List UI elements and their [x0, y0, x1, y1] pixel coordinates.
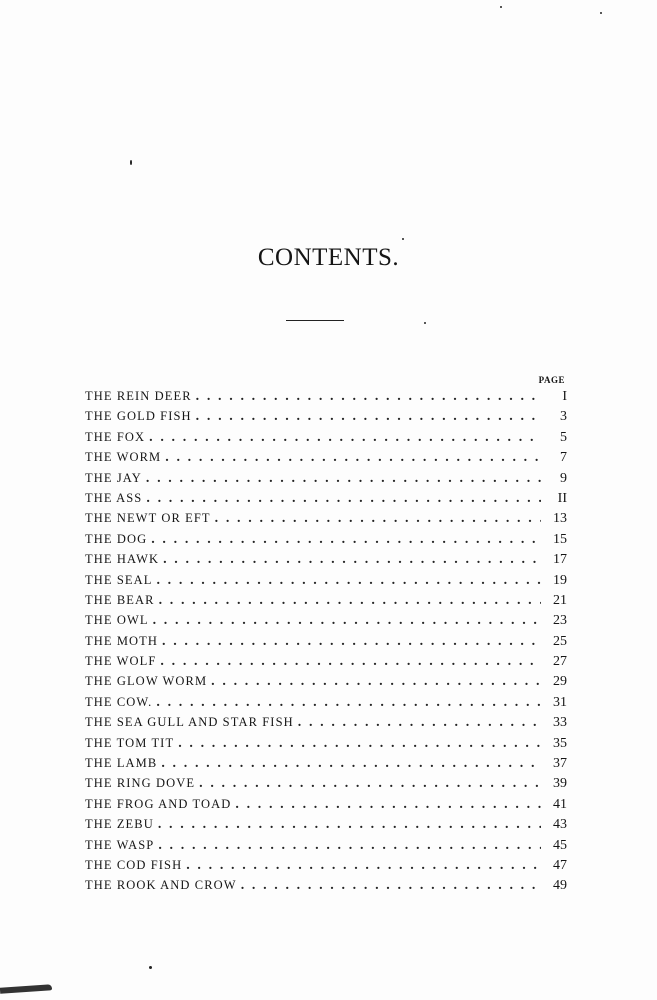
- toc-entry: [85, 692, 567, 712]
- toc-entry-title: THE GLOW WORM: [85, 674, 208, 689]
- toc-entry-title: THE WORM: [85, 450, 162, 465]
- toc-entry-title: THE ASS: [85, 490, 143, 505]
- dot-leader: [186, 856, 541, 876]
- toc-entry-page: 25: [553, 633, 567, 649]
- dot-leader: [165, 448, 541, 468]
- scan-speck: [600, 12, 602, 14]
- toc-entry-page: I: [562, 389, 567, 404]
- toc-entry: [85, 855, 567, 875]
- dot-leader: [215, 509, 541, 529]
- toc-entry: [85, 590, 567, 610]
- scan-speck: [424, 322, 426, 324]
- toc-entry-title: THE HAWK: [85, 552, 160, 567]
- dot-leader: [159, 591, 541, 611]
- toc-entry: [85, 406, 567, 426]
- toc-entry-title: THE COD FISH: [85, 857, 183, 872]
- dot-leader: [158, 815, 541, 835]
- dot-leader: [163, 550, 541, 570]
- toc-entry: [85, 651, 567, 671]
- dot-leader: [196, 407, 541, 427]
- scan-speck: [149, 966, 152, 969]
- toc-entry: [85, 712, 567, 732]
- toc-entry-title: THE RING DOVE: [85, 776, 196, 791]
- toc-entry: [85, 753, 567, 773]
- toc-entry-title: THE MOTH: [85, 633, 159, 648]
- toc-entry-page: 27: [553, 654, 567, 670]
- toc-entry: [85, 671, 567, 691]
- dot-leader: [211, 672, 541, 692]
- toc-entry-page: 31: [553, 694, 567, 710]
- toc-entry: [85, 549, 567, 569]
- toc-entry: [85, 875, 567, 895]
- toc-entry-page: 21: [553, 592, 567, 608]
- dot-leader: [146, 489, 541, 509]
- toc-entry-page: 19: [553, 572, 567, 588]
- dot-leader: [241, 876, 541, 896]
- toc-entry: [85, 468, 567, 488]
- toc-entry: [85, 447, 567, 467]
- dot-leader: [162, 632, 541, 652]
- toc-entry-title: THE SEA GULL AND STAR FISH: [85, 715, 294, 730]
- toc-entry-page: 47: [553, 857, 567, 873]
- dot-leader: [178, 734, 541, 754]
- toc-entry-page: 49: [553, 878, 567, 894]
- toc-entry-page: 35: [553, 735, 567, 751]
- toc-entry-title: THE SEAL: [85, 572, 153, 587]
- toc-entry: [85, 570, 567, 590]
- toc-entry-page: 43: [553, 817, 567, 833]
- toc-entry: [85, 427, 567, 447]
- dot-leader: [153, 611, 541, 631]
- title-rule: [286, 320, 344, 321]
- dot-leader: [160, 652, 541, 672]
- dot-leader: [298, 713, 541, 733]
- toc-entry-title: THE BEAR: [85, 592, 155, 607]
- toc-entry: [85, 488, 567, 508]
- toc-entry-title: THE FOX: [85, 429, 146, 444]
- dot-leader: [199, 774, 541, 794]
- dot-leader: [158, 836, 541, 856]
- toc-entry-page: 15: [553, 531, 567, 547]
- toc-entry-page: 41: [553, 796, 567, 812]
- page-title: CONTENTS.: [257, 244, 400, 271]
- toc-entry-title: THE OWL: [85, 613, 149, 628]
- dot-leader: [235, 795, 541, 815]
- toc-entry-title: THE ZEBU: [85, 817, 154, 832]
- toc-entry-title: THE WASP: [85, 837, 155, 852]
- toc-entry-page: 37: [553, 756, 567, 772]
- scan-speck: [500, 6, 502, 8]
- toc-entry: [85, 814, 567, 834]
- page-column-header: PAGE: [538, 375, 565, 385]
- toc-entry: [85, 610, 567, 630]
- toc-entry-title: THE GOLD FISH: [85, 409, 192, 424]
- scan-speck: [402, 238, 404, 240]
- scan-speck: [130, 160, 132, 165]
- toc-entry-page: 13: [553, 511, 567, 527]
- toc-entry-page: 23: [553, 613, 567, 629]
- toc-entry-title: THE JAY: [85, 470, 142, 485]
- dot-leader: [146, 469, 541, 489]
- scan-smudge: [0, 984, 52, 994]
- toc-entry: [85, 733, 567, 753]
- toc-entry-page: 45: [553, 837, 567, 853]
- toc-entry: [85, 773, 567, 793]
- dot-leader: [149, 428, 541, 448]
- toc-entry-title: THE FROG AND TOAD: [85, 796, 232, 811]
- toc-entry: [85, 794, 567, 814]
- toc-entry-title: THE TOM TIT: [85, 735, 175, 750]
- toc-entry: [85, 386, 567, 406]
- dot-leader: [196, 387, 541, 407]
- toc-entry-title: THE REIN DEER: [85, 389, 192, 403]
- toc-entry: [85, 508, 567, 528]
- dot-leader: [151, 530, 541, 550]
- dot-leader: [156, 693, 541, 713]
- toc-entry: [85, 631, 567, 651]
- toc-entry-title: THE DOG: [85, 531, 148, 546]
- dot-leader: [156, 571, 541, 591]
- table-of-contents: [85, 386, 567, 896]
- toc-entry-title: THE LAMB: [85, 756, 158, 771]
- toc-entry-title: THE ROOK AND CROW: [85, 878, 237, 893]
- toc-entry-page: 33: [553, 715, 567, 731]
- toc-entry-title: THE COW.: [85, 694, 153, 709]
- toc-entry-page: 9: [560, 470, 567, 486]
- toc-entry-title: THE WOLF: [85, 654, 157, 669]
- toc-entry-page: II: [557, 490, 567, 506]
- toc-entry-page: 39: [553, 776, 567, 792]
- toc-entry-page: 5: [560, 429, 567, 445]
- toc-entry-page: 7: [560, 450, 567, 466]
- dot-leader: [161, 754, 541, 774]
- toc-entry-page: 3: [560, 409, 567, 425]
- toc-entry-page: 29: [553, 674, 567, 690]
- toc-entry: [85, 529, 567, 549]
- toc-entry: [85, 835, 567, 855]
- toc-entry-page: 17: [553, 552, 567, 568]
- toc-entry-title: THE NEWT OR EFT: [85, 511, 211, 526]
